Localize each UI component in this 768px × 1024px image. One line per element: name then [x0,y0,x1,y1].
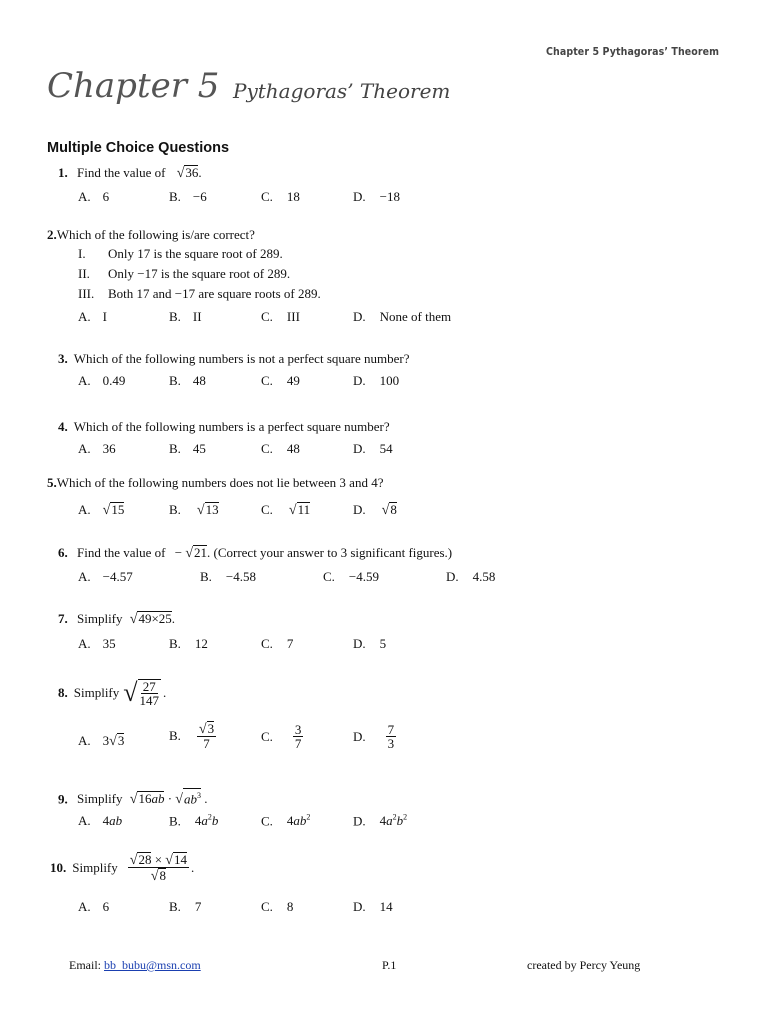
option-d[interactable]: D. 14 [353,899,393,914]
option-c[interactable]: C. 18 [261,189,300,204]
question-note: . (Correct your answer to 3 significant figures.) [207,545,453,560]
option-d[interactable]: D. 4.58 [446,569,496,584]
question-text: Which of the following is/are correct? [56,227,255,242]
option-a[interactable]: A. 36 [78,441,116,456]
option-a[interactable]: A. 6 [78,899,110,914]
option-c[interactable]: C. 7 [261,636,294,651]
radicand: 36 [185,165,199,180]
option-a[interactable]: A. √15 [78,502,125,518]
option-a[interactable]: A. 4ab [78,813,123,828]
option-b[interactable]: B. −6 [169,189,207,204]
option-d[interactable]: D. $4a^2b^2$ [353,813,408,829]
statement-2: II. Only −17 is the square root of 289. [78,266,291,281]
option-a[interactable]: A. 6 [78,189,110,204]
question-number: 7. [58,611,68,626]
question-text: Simplify [77,611,123,626]
option-c[interactable]: C. −4.59 [323,569,380,584]
question-text: Simplify [72,859,118,875]
email-link[interactable]: bb_bubu@msn.com [104,958,201,972]
option-d[interactable]: D. 100 [353,373,400,388]
option-a[interactable]: A. 3√3 [78,733,125,749]
question-text: Which of the following numbers is a perfect square number? [73,419,390,434]
question-8: 8. Simplify √ $\frac{27}{147}$ . [58,678,167,708]
question-number: 2. [47,227,57,242]
statement-1: I. Only 17 is the square root of 289. [78,246,283,261]
question-number: 10. [50,859,67,875]
chapter-title: Chapter 5 [47,66,220,106]
expression: $√16ab \cdot √ab^3$ . [130,791,208,806]
option-a[interactable]: A. 35 [78,636,116,651]
option-c[interactable]: C. 8 [261,899,294,914]
option-c[interactable]: C. √11 [261,502,311,518]
question-text: Which of the following numbers is not a perfect square number? [73,351,410,366]
option-b[interactable]: B. 7 [169,899,202,914]
question-text: Which of the following numbers does not lie between 3 and 4? [56,475,384,490]
option-b[interactable]: B. $4a^2b$ [169,813,219,829]
option-a[interactable]: A. I [78,309,107,324]
question-number: 9. [58,791,68,807]
question-9 [58,788,207,808]
option-b[interactable]: B. √13 [169,502,219,518]
radicand: 21 [194,545,207,560]
question-number: 4. [58,419,68,434]
question-10: 10. Simplify $\frac{√28 \times √14}{√8}$ . [50,852,195,884]
question-number: 1. [58,165,68,180]
question-2 [47,227,255,243]
section-heading: Multiple Choice Questions [47,140,230,156]
question-4 [58,419,390,435]
question-text: Simplify [77,791,123,807]
option-c[interactable]: C. III [261,309,300,324]
option-b[interactable]: B. 48 [169,373,206,388]
page-number: P.1 [382,958,397,972]
radicand: 49×25 [138,611,172,626]
question-6: 6. Find the value of − √21. (Correct your answer to 3 significant figures.) [58,545,453,561]
option-d[interactable]: D. 5 [353,636,387,651]
question-text: Find the value of [77,545,166,560]
option-d[interactable]: D. None of them [353,309,452,324]
option-b[interactable]: B. $\frac{√3}{7}$ [169,721,215,751]
question-5 [47,475,383,491]
question-number: 6. [58,545,68,560]
question-number: 8. [58,685,68,700]
footer-email: Email: bb_bubu@msn.com [69,958,201,972]
option-b[interactable]: B. 45 [169,441,206,456]
option-d[interactable]: D. 54 [353,441,393,456]
option-b[interactable]: B. II [169,309,202,324]
footer-credit: created by Percy Yeung [527,958,641,972]
option-d[interactable]: D. −18 [353,189,400,204]
option-c[interactable]: C. $\frac{3}{7}$ [261,722,302,751]
statement-3: III. Both 17 and −17 are square roots of 289. [78,286,321,301]
option-b[interactable]: B. 12 [169,636,208,651]
question-text: Simplify [73,685,120,700]
question-number: 3. [58,351,68,366]
option-a[interactable]: A. −4.57 [78,569,133,584]
fraction: $\frac{27}{147}$ [139,679,160,708]
question-7: 7. Simplify √49×25. [58,611,176,627]
question-1: 1. Find the value of √36. [58,165,202,181]
option-b[interactable]: B. −4.58 [200,569,257,584]
option-c[interactable]: C. 48 [261,441,300,456]
option-a[interactable]: A. 0.49 [78,373,126,388]
running-header: Chapter 5 Pythagoras’ Theorem [546,46,720,58]
option-d[interactable]: D. $\frac{7}{3}$ [353,722,395,751]
option-c[interactable]: C. $4ab^2$ [261,813,311,829]
fraction: $\frac{√28 \times √14}{√8}$ [129,852,187,884]
option-c[interactable]: C. 49 [261,373,300,388]
question-number: 5. [47,475,57,490]
question-text: Find the value of [77,165,166,180]
chapter-topic: Pythagoras’ Theorem [233,79,451,103]
option-d[interactable]: D. √8 [353,502,397,518]
question-3 [58,351,409,367]
